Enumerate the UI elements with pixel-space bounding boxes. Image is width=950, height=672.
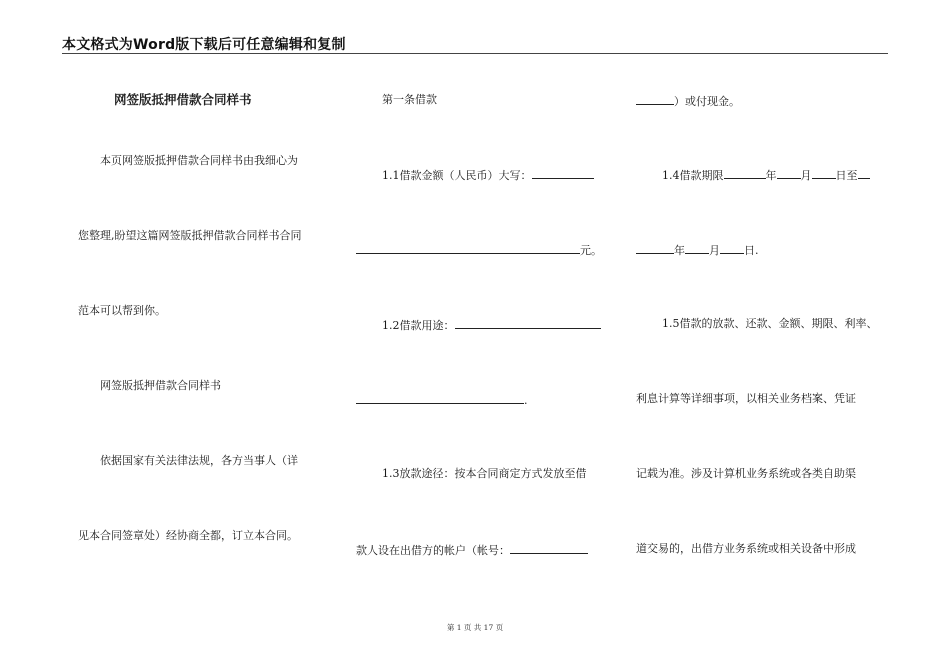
- column-middle: [356, 0, 606, 672]
- term-end-line: [636, 242, 759, 258]
- term-day-to: 日至: [835, 169, 858, 182]
- purpose-continuation-line: [356, 392, 528, 408]
- yuan-suffix: 元。: [580, 244, 602, 257]
- end-month: 月: [709, 244, 720, 257]
- term-end-blank: [858, 167, 870, 179]
- clause-1-5-line-4: 道交易的，出借方业务系统或相关设备中形成: [636, 542, 856, 555]
- column-left: [78, 0, 328, 672]
- paragraph-line-2: 见本合同签章处）经协商全都，订立本合同。: [78, 529, 298, 542]
- document-header-title: 本文格式为Word版下载后可任意编辑和复制: [62, 37, 346, 53]
- contract-subtitle: 网签版抵押借款合同样书: [100, 379, 221, 392]
- account-number-blank: [510, 542, 588, 554]
- article-1-heading: 第一条借款: [382, 93, 437, 106]
- amount-blank-long: [356, 242, 580, 254]
- loan-amount-line: [382, 167, 594, 183]
- term-month-blank: [777, 167, 801, 179]
- cash-line: [636, 93, 740, 109]
- end-day-blank: [720, 242, 744, 254]
- end-month-blank: [685, 242, 709, 254]
- end-day: 日.: [744, 244, 759, 257]
- loan-amount-blank: [532, 167, 594, 179]
- loan-term-line: [662, 167, 870, 183]
- purpose-blank-long: [356, 392, 524, 404]
- term-year: 年: [765, 169, 777, 182]
- term-year-blank: [724, 167, 766, 179]
- account-line: [356, 542, 588, 558]
- document-title: 网签版抵押借款合同样书: [114, 92, 252, 107]
- term-month: 月: [800, 169, 812, 182]
- paragraph-line-1: 依据国家有关法律法规，各方当事人（详: [100, 454, 298, 467]
- loan-purpose-line: [382, 317, 601, 333]
- intro-line-1: 本页网签版抵押借款合同样书由我细心为: [100, 154, 298, 167]
- period-suffix: .: [524, 394, 528, 407]
- term-day-blank: [812, 167, 836, 179]
- loan-amount-label: 1.1借款金额（人民币）大写：: [382, 169, 532, 182]
- clause-1-5-line-3: 记载为准。涉及计算机业务系统或各类自助渠: [636, 467, 856, 480]
- amount-continuation-line: [356, 242, 602, 258]
- cash-blank: [636, 93, 674, 105]
- loan-purpose-blank: [455, 317, 601, 329]
- clause-1-5-line-1: 1.5借款的放款、还款、金额、期限、利率、: [662, 317, 878, 330]
- loan-purpose-label: 1.2借款用途：: [382, 319, 455, 332]
- disbursement-method-line: 1.3放款途径：按本合同商定方式发放至借: [382, 467, 587, 480]
- clause-1-5-line-2: 利息计算等详细事项，以相关业务档案、凭证: [636, 392, 856, 405]
- page-number-footer: 第 1 页 共 17 页: [446, 623, 504, 632]
- loan-term-label: 1.4借款期限: [662, 169, 724, 182]
- end-year: 年: [674, 244, 685, 257]
- intro-line-2: 您整理,盼望这篇网签版抵押借款合同样书合同: [78, 229, 302, 242]
- account-label: 款人设在出借方的帐户（帐号：: [356, 544, 510, 557]
- cash-suffix: ）或付现金。: [674, 95, 740, 108]
- column-right: [636, 0, 896, 672]
- end-year-blank: [636, 242, 674, 254]
- intro-line-3: 范本可以帮到你。: [78, 304, 166, 317]
